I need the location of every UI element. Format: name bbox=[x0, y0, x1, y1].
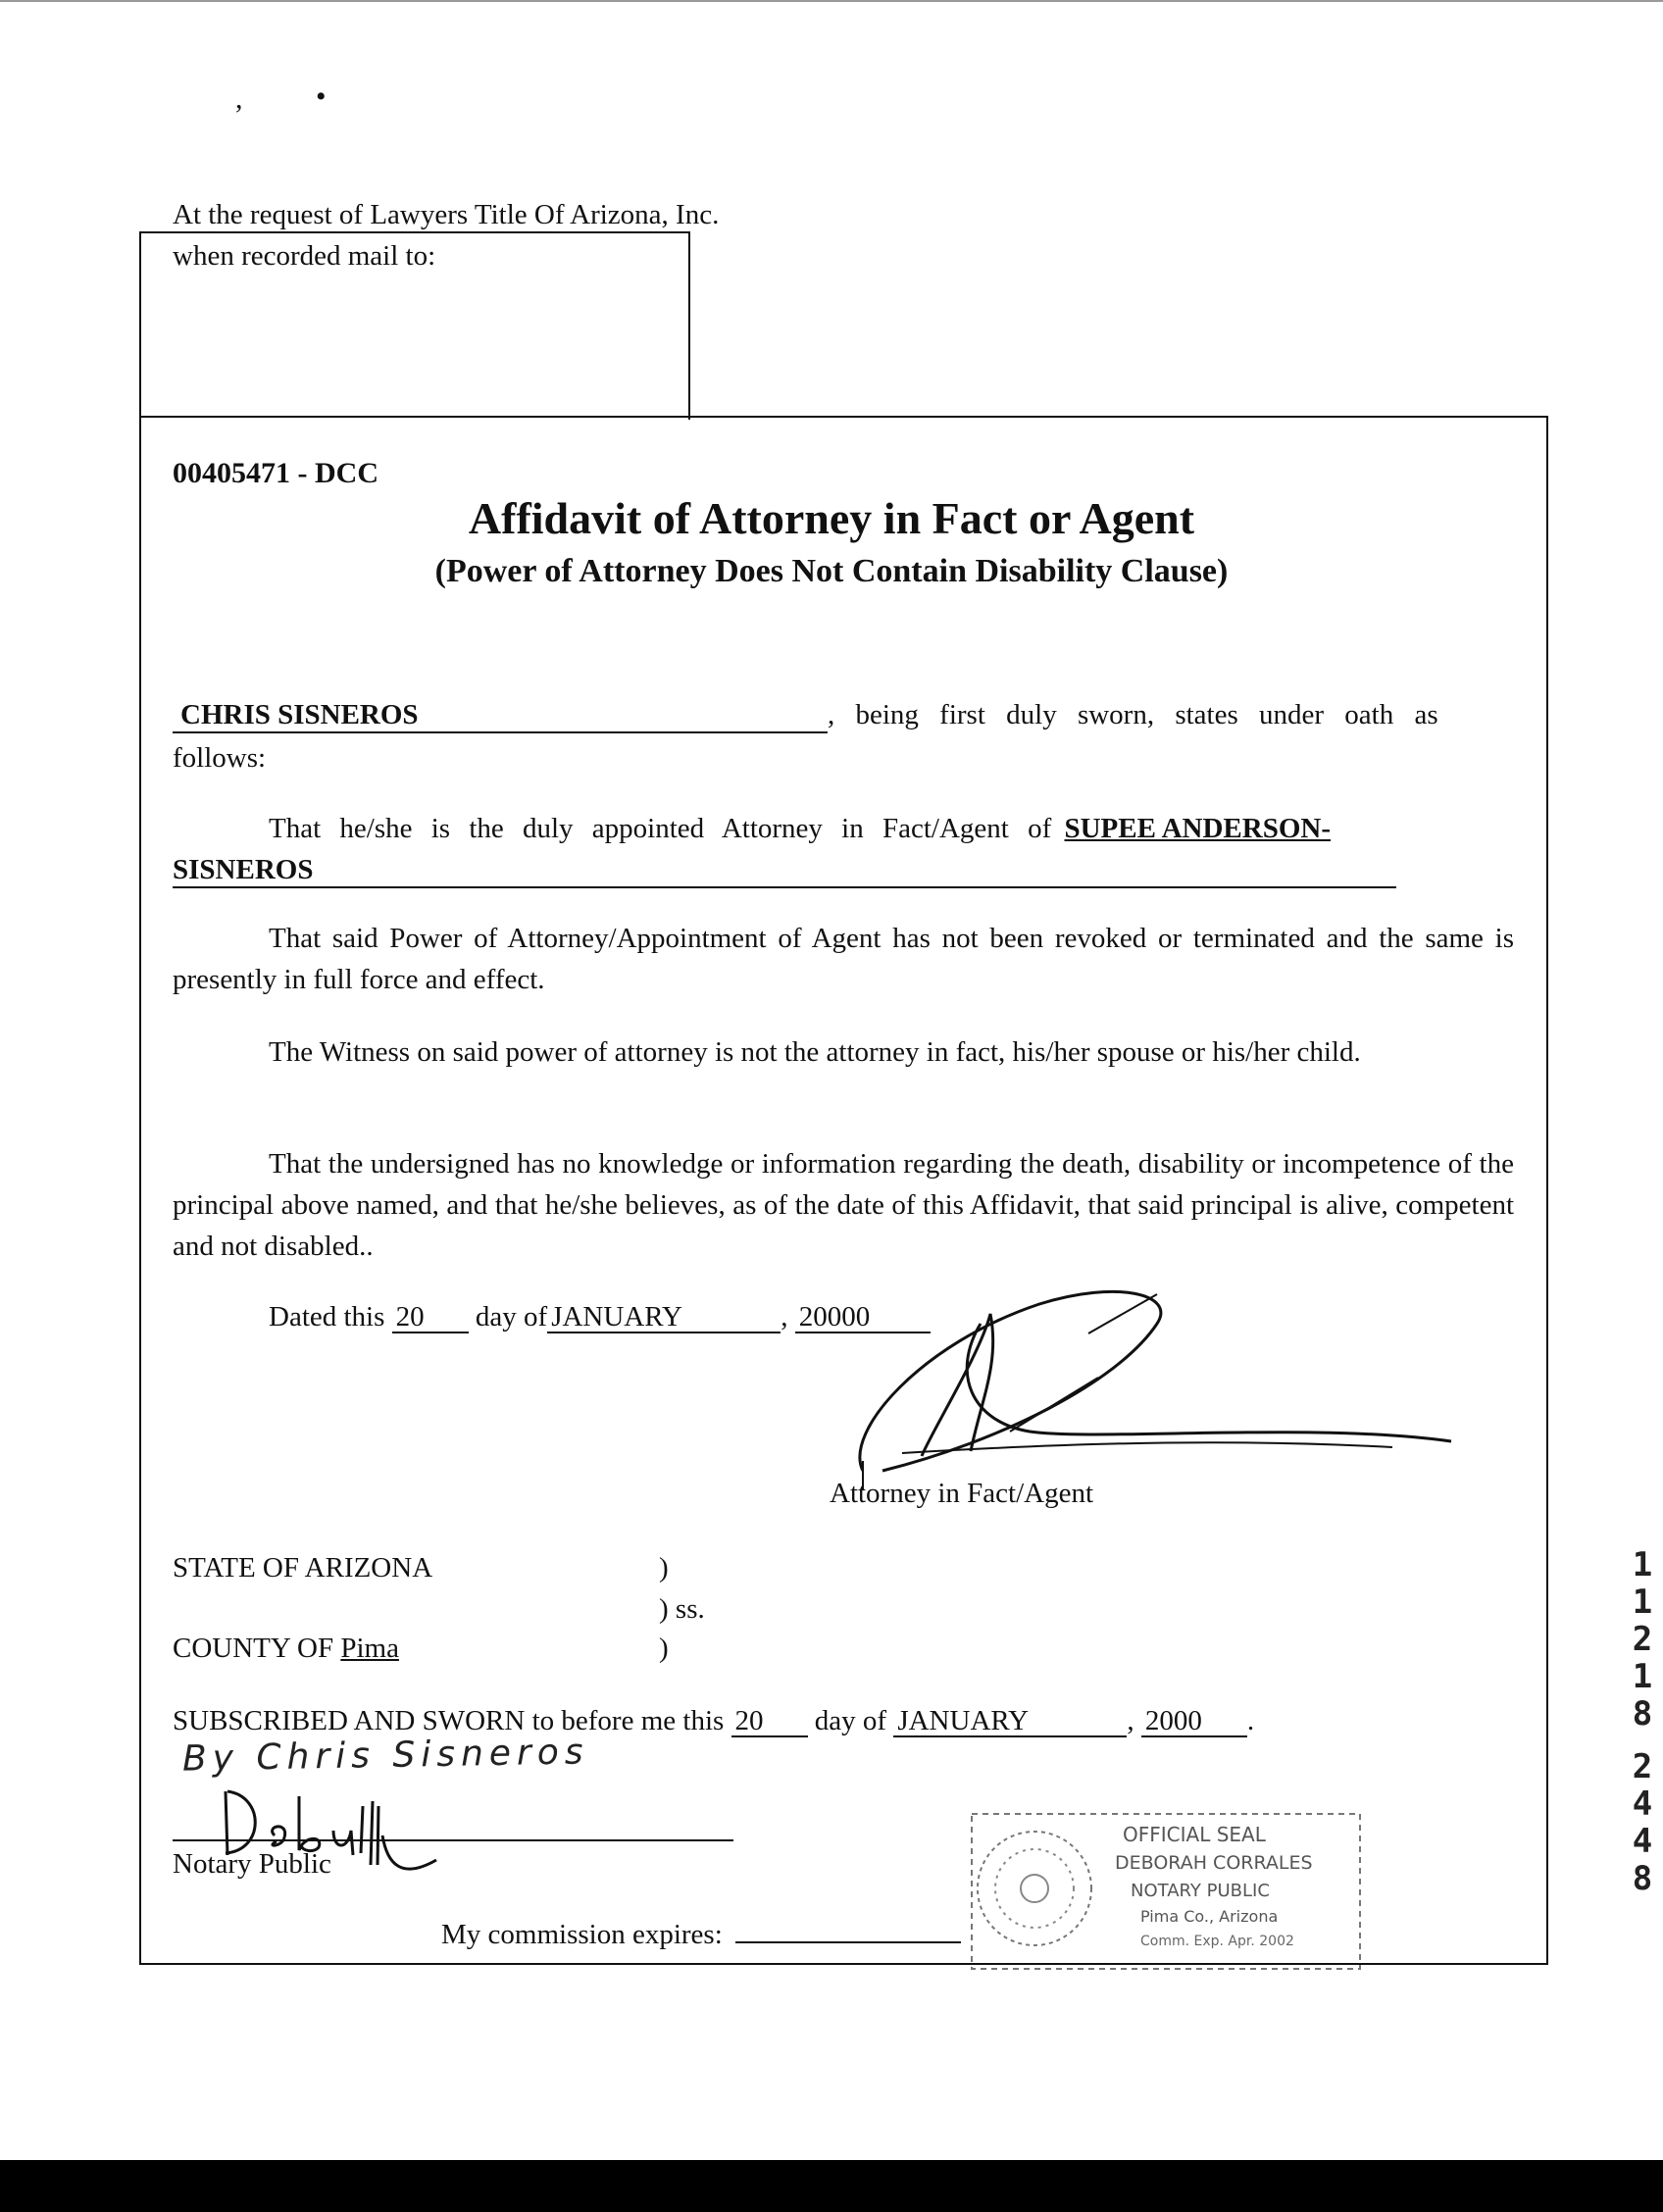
stray-mark: • bbox=[316, 80, 327, 113]
seal-line-2: DEBORAH CORRALES bbox=[1115, 1852, 1313, 1874]
stray-mark: , bbox=[235, 82, 243, 115]
subscribed-end: . bbox=[1246, 1705, 1255, 1736]
affiant-line bbox=[173, 698, 1514, 733]
request-line: At the request of Lawyers Title Of Arizona, Inc. bbox=[173, 199, 720, 230]
margin-number: 1 bbox=[1632, 1657, 1653, 1696]
commission-blank bbox=[735, 1941, 961, 1943]
margin-number: 4 bbox=[1632, 1785, 1653, 1824]
paragraph-appointment bbox=[269, 812, 1514, 845]
appointment-text: That he/she is the duly appointed Attorney in Fact/Agent of bbox=[269, 813, 1052, 844]
margin-number: 4 bbox=[1632, 1822, 1653, 1861]
paragraph-knowledge: That the undersigned has no knowledge or information regarding the death, disability or incompetence of the principal above named, and that he/she believes, as of the date of this Affidavit, that said principal is alive, competent and not disabled.. bbox=[173, 1148, 1514, 1262]
dated-year: 20000 bbox=[795, 1302, 931, 1333]
margin-number: 2 bbox=[1632, 1620, 1653, 1659]
scan-bottom-bar bbox=[0, 2160, 1663, 2212]
venue-paren-3: ) bbox=[659, 1633, 669, 1664]
seal-line-3: NOTARY PUBLIC bbox=[1131, 1881, 1270, 1901]
subscribed-month: JANUARY bbox=[893, 1706, 1127, 1737]
paragraph-witness: The Witness on said power of attorney is not the attorney in fact, his/her spouse or his/her child. bbox=[269, 1036, 1361, 1068]
paragraph-not-revoked: That said Power of Attorney/Appointment of Agent has not been revoked or terminated and the same is presently in full force and effect. bbox=[173, 923, 1514, 995]
venue-ss: ) ss. bbox=[659, 1593, 705, 1625]
sworn-text: , being first duly sworn, states under oath as bbox=[828, 699, 1438, 730]
subscribed-year: 2000 bbox=[1141, 1706, 1247, 1737]
document-title: Affidavit of Attorney in Fact or Agent bbox=[468, 493, 1195, 543]
margin-number: 8 bbox=[1632, 1859, 1653, 1898]
subscribed-prefix: SUBSCRIBED AND SWORN to before me this bbox=[173, 1705, 725, 1736]
margin-number: 1 bbox=[1632, 1545, 1653, 1584]
document-number: 00405471 - DCC bbox=[173, 457, 378, 489]
commission-label: My commission expires: bbox=[441, 1919, 723, 1950]
handwritten-by-note: By Chris Sisneros bbox=[181, 1732, 589, 1780]
seal-line-5: Comm. Exp. Apr. 2002 bbox=[1140, 1934, 1294, 1949]
dated-comma: , bbox=[781, 1301, 788, 1332]
principal-name-part1: SUPEE ANDERSON- bbox=[1064, 813, 1332, 844]
dated-month: JANUARY bbox=[547, 1302, 781, 1333]
sworn-text-cont: follows: bbox=[173, 742, 267, 774]
subscribed-comma: , bbox=[1127, 1705, 1134, 1736]
margin-number: 8 bbox=[1632, 1694, 1653, 1734]
venue-state: STATE OF ARIZONA bbox=[173, 1552, 433, 1584]
dated-prefix: Dated this bbox=[269, 1301, 385, 1332]
notary-seal-stamp bbox=[966, 1802, 1368, 1974]
affiant-name: CHRIS SISNEROS bbox=[173, 698, 828, 733]
signature-label: Attorney in Fact/Agent bbox=[830, 1478, 1094, 1509]
notary-label: Notary Public bbox=[173, 1848, 331, 1880]
venue-county-line bbox=[173, 1632, 399, 1665]
subscribed-line bbox=[173, 1704, 1254, 1737]
principal-name-part2: SISNEROS bbox=[173, 853, 1396, 888]
mail-to-label: when recorded mail to: bbox=[173, 240, 436, 272]
venue-paren-1: ) bbox=[659, 1552, 669, 1584]
dated-mid: day of bbox=[475, 1301, 548, 1332]
notary-signature-line bbox=[173, 1839, 733, 1841]
top-border bbox=[0, 0, 1663, 2]
dated-day: 20 bbox=[392, 1302, 469, 1333]
subscribed-mid: day of bbox=[814, 1705, 887, 1736]
subscribed-day: 20 bbox=[731, 1706, 808, 1737]
document-subtitle: (Power of Attorney Does Not Contain Disability Clause) bbox=[434, 553, 1229, 589]
seal-line-4: Pima Co., Arizona bbox=[1140, 1907, 1279, 1926]
principal-line bbox=[173, 853, 1396, 888]
county-name: Pima bbox=[340, 1633, 399, 1664]
margin-number: 2 bbox=[1632, 1747, 1653, 1786]
margin-number: 1 bbox=[1632, 1583, 1653, 1622]
seal-line-1: OFFICIAL SEAL bbox=[1123, 1823, 1266, 1846]
county-label: COUNTY OF bbox=[173, 1633, 334, 1664]
commission-line bbox=[441, 1918, 961, 1951]
